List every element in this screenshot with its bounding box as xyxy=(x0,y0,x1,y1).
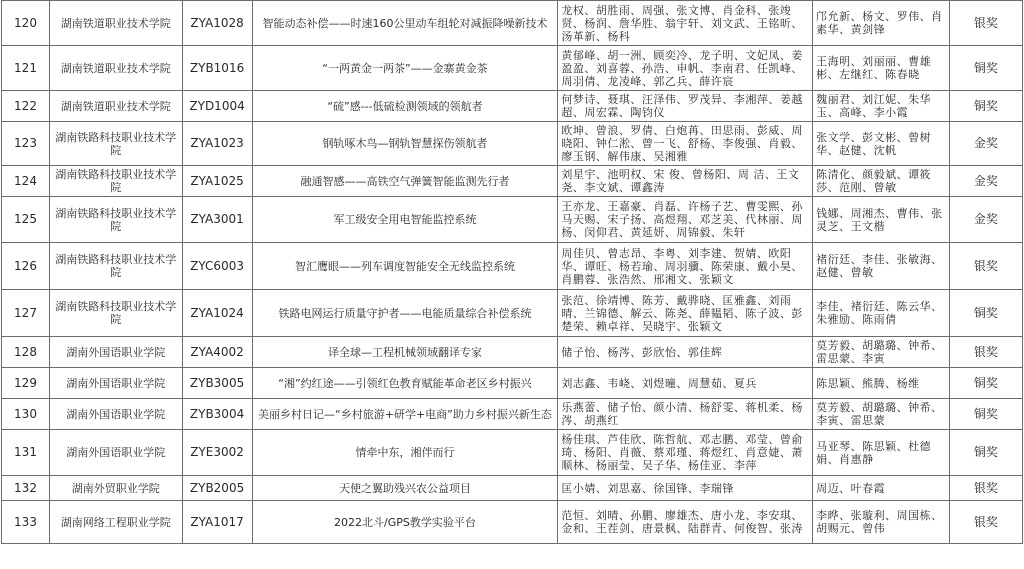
school-name-cell: 湖南外国语职业学院 xyxy=(50,368,183,399)
project-code-cell: ZYA1028 xyxy=(182,1,252,46)
project-title-cell: 钢轨啄木鸟—钢轨智慧探伤领航者 xyxy=(252,122,558,166)
advisors-cell: 陈思颖、熊腾、杨维 xyxy=(813,368,950,399)
table-row xyxy=(2,1,1023,46)
team-members-cell: 匡小婧、刘思嘉、徐国锋、李瑞锋 xyxy=(558,476,813,501)
team-members-cell: 欧坤、曾浪、罗倩、白炮苒、田思雨、彭威、周晓阳、钟仁淞、曾一飞、舒杨、李俊强、肖毅、廖玉钢、解伟康、吴湘雅 xyxy=(558,122,813,166)
advisors-cell: 褚衍廷、李佳、张敏海、赵健、曾敏 xyxy=(813,243,950,290)
school-name-cell: 湖南外贸职业学院 xyxy=(50,476,183,501)
advisors-cell: 魏丽君、刘江妮、朱华玉、高峰、李小霞 xyxy=(813,91,950,122)
project-title-cell: 美丽乡村日记—“乡村旅游+研学+电商”助力乡村振兴新生态 xyxy=(252,399,558,430)
project-title-cell: “一两黄金一两茶”——金寨黄金茶 xyxy=(252,46,558,91)
project-title-cell: 2022北斗/GPS教学实验平台 xyxy=(252,501,558,544)
award-table xyxy=(1,0,1023,544)
row-number-cell: 128 xyxy=(2,337,50,368)
table-row xyxy=(2,197,1023,243)
project-code-cell: ZYA1025 xyxy=(182,166,252,197)
row-number-cell: 126 xyxy=(2,243,50,290)
award-level-cell: 铜奖 xyxy=(949,91,1022,122)
project-title-cell: 情牵中东，湘伴而行 xyxy=(252,430,558,476)
project-code-cell: ZYA1024 xyxy=(182,290,252,337)
project-title-cell: 天使之翼助残兴农公益项目 xyxy=(252,476,558,501)
advisors-cell: 李晔、张璇利、周国栋、胡赐元、曾伟 xyxy=(813,501,950,544)
table-row xyxy=(2,91,1023,122)
advisors-cell: 李佳、褚衍廷、陈云华、朱雅励、陈雨倩 xyxy=(813,290,950,337)
table-row xyxy=(2,290,1023,337)
school-name-cell: 湖南铁路科技职业技术学院 xyxy=(50,290,183,337)
project-title-cell: 译全球—工程机械领域翻译专家 xyxy=(252,337,558,368)
team-members-cell: 何梦诗、聂琪、汪泽伟、罗茂异、李湘萍、姜越超、周宏霖、陶钧仪 xyxy=(558,91,813,122)
school-name-cell: 湖南铁路科技职业技术学院 xyxy=(50,243,183,290)
project-title-cell: 智汇鹰眼——列车调度智能安全无线监控系统 xyxy=(252,243,558,290)
row-number-cell: 125 xyxy=(2,197,50,243)
school-name-cell: 湖南铁道职业技术学院 xyxy=(50,1,183,46)
award-level-cell: 银奖 xyxy=(949,243,1022,290)
award-level-cell: 银奖 xyxy=(949,337,1022,368)
table-row xyxy=(2,337,1023,368)
project-code-cell: ZYD1004 xyxy=(182,91,252,122)
advisors-cell: 邝允新、杨文、罗伟、肖素华、黄剑锋 xyxy=(813,1,950,46)
row-number-cell: 124 xyxy=(2,166,50,197)
school-name-cell: 湖南铁路科技职业技术学院 xyxy=(50,122,183,166)
school-name-cell: 湖南网络工程职业学院 xyxy=(50,501,183,544)
award-level-cell: 铜奖 xyxy=(949,368,1022,399)
advisors-cell: 张文学、彭文彬、曾树华、赵健、沈帆 xyxy=(813,122,950,166)
table-body xyxy=(2,1,1023,544)
row-number-cell: 127 xyxy=(2,290,50,337)
team-members-cell: 储子怡、杨涔、彭欣怡、郭佳辉 xyxy=(558,337,813,368)
team-members-cell: 黄郁峰、胡一洲、顾奕冷、龙子明、文妃凤、姜盈盈、刘喜蓉、孙浩、申帆、李南君、任凯峰、周羽倩、龙凌峰、郭乙兵、薛许宸 xyxy=(558,46,813,91)
row-number-cell: 122 xyxy=(2,91,50,122)
team-members-cell: 张范、徐靖博、陈芳、戴骅晓、匡雅鑫、刘雨晴、兰锦德、解云、陈尧、薛韫韬、陈子波、彭楚荣、赖卓祥、吴晓宇、张颖文 xyxy=(558,290,813,337)
table-row xyxy=(2,368,1023,399)
school-name-cell: 湖南铁道职业技术学院 xyxy=(50,46,183,91)
school-name-cell: 湖南外国语职业学院 xyxy=(50,399,183,430)
award-level-cell: 铜奖 xyxy=(949,399,1022,430)
team-members-cell: 乐燕蕾、储子怡、颜小清、杨舒雯、蒋机柔、杨涔、胡燕红 xyxy=(558,399,813,430)
award-level-cell: 银奖 xyxy=(949,501,1022,544)
row-number-cell: 123 xyxy=(2,122,50,166)
advisors-cell: 陈清化、颜毅斌、谭筱莎、范刚、曾敏 xyxy=(813,166,950,197)
table-row xyxy=(2,46,1023,91)
table-row xyxy=(2,476,1023,501)
project-code-cell: ZYC6003 xyxy=(182,243,252,290)
row-number-cell: 130 xyxy=(2,399,50,430)
project-title-cell: 智能动态补偿——时速160公里动车组轮对减振降噪新技术 xyxy=(252,1,558,46)
award-level-cell: 铜奖 xyxy=(949,430,1022,476)
project-code-cell: ZYB1016 xyxy=(182,46,252,91)
project-title-cell: 军工级安全用电智能监控系统 xyxy=(252,197,558,243)
project-title-cell: “湘”约红途——引领红色教育赋能革命老区乡村振兴 xyxy=(252,368,558,399)
advisors-cell: 王海明、刘丽丽、曹雄彬、左继红、陈春晓 xyxy=(813,46,950,91)
project-code-cell: ZYB2005 xyxy=(182,476,252,501)
school-name-cell: 湖南铁道职业技术学院 xyxy=(50,91,183,122)
row-number-cell: 133 xyxy=(2,501,50,544)
project-title-cell: “硫”感---低硫检测领域的领航者 xyxy=(252,91,558,122)
project-code-cell: ZYB3005 xyxy=(182,368,252,399)
project-code-cell: ZYA1023 xyxy=(182,122,252,166)
team-members-cell: 王亦龙、王嘉豪、肖磊、许杨子艺、曹雯熙、孙马天赐、宋子扬、高煜翔、邓芝美、代林丽、周杨、闵仰君、黄延妍、周锦毅、朱轩 xyxy=(558,197,813,243)
project-code-cell: ZYB3004 xyxy=(182,399,252,430)
school-name-cell: 湖南外国语职业学院 xyxy=(50,337,183,368)
team-members-cell: 刘星宇、池明权、宋 俊、曾杨阳、周 洁、王文尧、李文斌、谭鑫涛 xyxy=(558,166,813,197)
row-number-cell: 129 xyxy=(2,368,50,399)
team-members-cell: 刘志鑫、韦峣、刘煜曈、周慧茹、夏兵 xyxy=(558,368,813,399)
row-number-cell: 132 xyxy=(2,476,50,501)
award-level-cell: 铜奖 xyxy=(949,46,1022,91)
project-title-cell: 融通智感——高铁空气弹簧智能监测先行者 xyxy=(252,166,558,197)
advisors-cell: 周迈、叶春霞 xyxy=(813,476,950,501)
table-row xyxy=(2,243,1023,290)
award-level-cell: 银奖 xyxy=(949,476,1022,501)
advisors-cell: 莫芳毅、胡璐璐、钟希、李寅、雷思蒙 xyxy=(813,399,950,430)
award-level-cell: 金奖 xyxy=(949,166,1022,197)
project-code-cell: ZYA4002 xyxy=(182,337,252,368)
advisors-cell: 钱娜、周湘杰、曹伟、张灵芝、王文楷 xyxy=(813,197,950,243)
team-members-cell: 杨佳琪、芦佳欣、陈哲航、邓志鹏、邓莹、曾俞琦、杨阳、肖薇、蔡邓瑾、蒋煜红、肖意婕、萧顺林、杨丽莹、吴子华、杨佳亚、李萍 xyxy=(558,430,813,476)
school-name-cell: 湖南铁路科技职业技术学院 xyxy=(50,197,183,243)
award-level-cell: 银奖 xyxy=(949,1,1022,46)
row-number-cell: 131 xyxy=(2,430,50,476)
team-members-cell: 范恒、刘晴、孙鹏、廖雄杰、唐小龙、李安琪、金和、王茬剑、唐景枫、陆群青、何俊智、张涛 xyxy=(558,501,813,544)
project-code-cell: ZYA1017 xyxy=(182,501,252,544)
project-title-cell: 铁路电网运行质量守护者——电能质量综合补偿系统 xyxy=(252,290,558,337)
table-row xyxy=(2,122,1023,166)
award-level-cell: 金奖 xyxy=(949,197,1022,243)
team-members-cell: 龙权、胡胜雨、周强、张文博、肖金科、张竣贤、杨润、詹华胜、翁宇轩、刘文武、王铭昕、汤革新、杨科 xyxy=(558,1,813,46)
project-code-cell: ZYA3001 xyxy=(182,197,252,243)
project-code-cell: ZYE3002 xyxy=(182,430,252,476)
team-members-cell: 周佳贝、曾志昂、李粤、刘李建、贺婧、欧阳华、谭旺、杨若瑜、周羽骥、陈荣康、戴小昊、肖鹏蓉、张浩然、邢湘文、张颖文 xyxy=(558,243,813,290)
award-level-cell: 金奖 xyxy=(949,122,1022,166)
school-name-cell: 湖南铁路科技职业技术学院 xyxy=(50,166,183,197)
award-level-cell: 铜奖 xyxy=(949,290,1022,337)
advisors-cell: 莫芳毅、胡璐璐、钟希、雷思蒙、李寅 xyxy=(813,337,950,368)
table-row xyxy=(2,166,1023,197)
table-row xyxy=(2,399,1023,430)
school-name-cell: 湖南外国语职业学院 xyxy=(50,430,183,476)
row-number-cell: 120 xyxy=(2,1,50,46)
advisors-cell: 马亚琴、陈思颖、杜德娟、肖惠静 xyxy=(813,430,950,476)
table-row xyxy=(2,430,1023,476)
table-row xyxy=(2,501,1023,544)
row-number-cell: 121 xyxy=(2,46,50,91)
